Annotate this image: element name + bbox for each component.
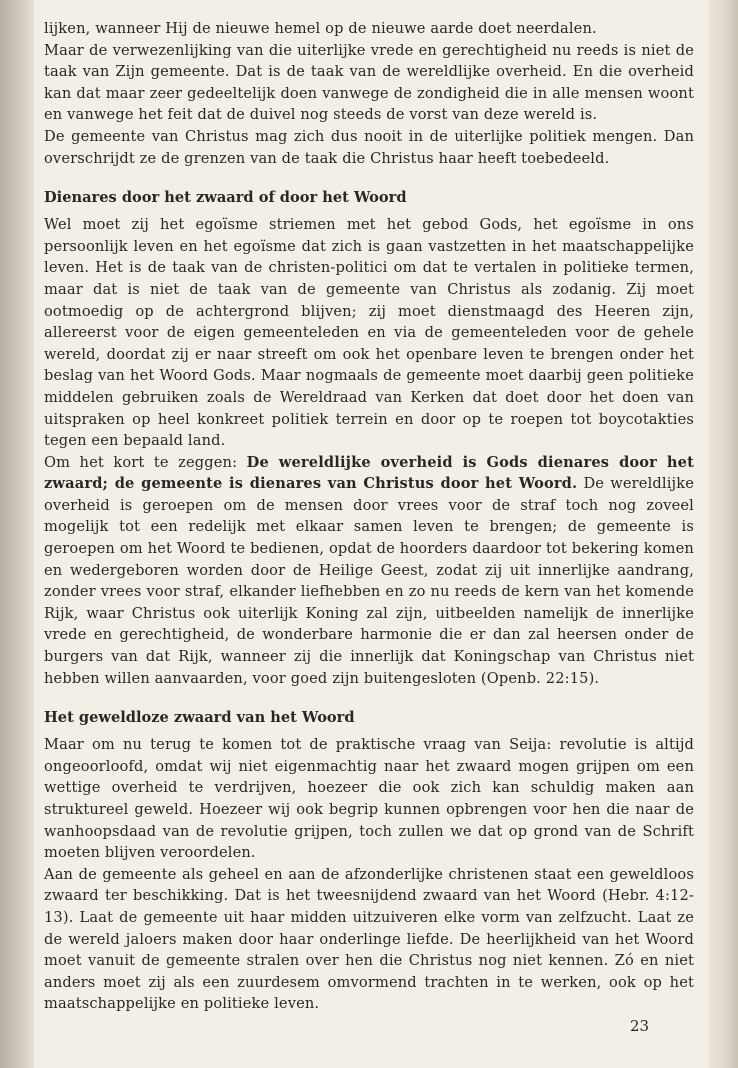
paragraph-3: De gemeente van Christus mag zich dus nooit in de uiterlijke politiek mengen. Dan overschrijdt ze de grenzen van de taak die Christus haar heeft toebedeeld. <box>44 127 694 167</box>
paragraph-6: Maar om nu terug te komen tot de praktische vraag van Seija: revolutie is altijd ongeoorloofd, omdat wij niet eigenmachtig naar het zwaard mogen grijpen om een wettige overheid te verdrijven, hoezeer die ook zich kan schuldig maken aan struktureel geweld. Hoezeer wij ook begrip kunnen opbrengen voor hen die naar de wanhoopsdaad van de revolutie grijpen, toch zullen we dat op grond van de Schrift moeten blijven veroordelen. <box>44 736 694 862</box>
paragraph-2: Maar de verwezenlijking van die uiterlijke vrede en gerechtigheid nu reeds is niet de taak van Zijn gemeente. Dat is de taak van de wereldlijke overheid. En die overheid kan dat maar zeer gedeeltelijk doen vanwege de zondigheid die in alle mensen woont en vanwege het feit dat de duivel nog steeds de vorst van deze wereld is. <box>44 41 694 124</box>
section-heading-dienares: Dienares door het zwaard of door het Woord <box>44 189 407 207</box>
paragraph-5 <box>44 452 694 690</box>
paragraph-5-rest: De wereldlijke overheid is geroepen om de mensen door vrees voor de straf toch nog zoveel mogelijk tot een redelijk met elkaar samen leven te brengen; de gemeente is geroepen om het Woord te bedienen, opdat de hoorders daardoor tot bekering komen en wedergeboren worden door de Heilige Geest, zodat zij uit innerlijke aandrang, zonder vrees voor straf, elkander liefhebben en zo nu reeds de kern van het komende Rijk, waar Christus ook uiterlijk Koning zal zijn, uitbeelden namelijk de innerlijke vrede en gerechtigheid, de wonderbare harmonie die er dan zal heersen onder de burgers van dat Rijk, wanneer zij die innerlijk dat Koningschap van Christus niet hebben willen aanvaarden, voor goed zijn buitengesloten (Openb. 22:15). <box>44 475 694 687</box>
section-heading-geweldloze-zwaard: Het geweldloze zwaard van het Woord <box>44 709 355 727</box>
paragraph-4: Wel moet zij het egoïsme striemen met het gebod Gods, het egoïsme in ons persoonlijk leven en het egoïsme dat zich is gaan vastzetten in het maatschappelijke leven. Het is de taak van de christen-politici om dat te vertalen in politieke termen, maar dat is niet de taak van de gemeente van Christus als zodanig. Zij moet ootmoedig op de achtergrond blijven; zij moet dienstmaagd des Heeren zijn, allereerst voor de eigen gemeenteleden en via de gemeenteleden voor de gehele wereld, doordat zij er naar streeft om ook het openbare leven te brengen onder het beslag van het Woord Gods. Maar nogmaals de gemeente moet daarbij geen politieke middelen gebruiken zoals de Wereldraad van Kerken dat doet door het doen van uitspraken op heel konkreet politiek terrein en door op te roepen tot boycotakties tegen een bepaald land. <box>44 216 694 450</box>
book-gutter-shadow <box>0 0 34 1068</box>
paragraph-5-intro: Om het kort te zeggen: <box>44 453 247 471</box>
paragraph-5-bold-statement: De wereldlijke overheid is Gods dienares door het zwaard; de gemeente is dienares van Christus door het Woord. <box>44 453 695 493</box>
book-page <box>44 18 694 1015</box>
page-number: 23 <box>630 1017 650 1035</box>
paragraph-7: Aan de gemeente als geheel en aan de afzonderlijke christenen staat een geweldloos zwaard ter beschikking. Dat is het tweesnijdend zwaard van het Woord (Hebr. 4:12-13). Laat de gemeente uit haar midden uitzuiveren elke vorm van zelfzucht. Laat ze de wereld jaloers maken door haar onderlinge liefde. De heerlijkheid van het Woord moet vanuit de gemeente stralen over hen die Christus nog niet kennen. Zó en niet anders moet zij als een zuurdesem omvormend trachten in te werken, ook op het maatschappelijke en politieke leven. <box>44 865 694 1013</box>
paragraph-1: lijken, wanneer Hij de nieuwe hemel op de nieuwe aarde doet neerdalen. <box>44 20 597 37</box>
page-edge-shadow <box>708 0 738 1068</box>
